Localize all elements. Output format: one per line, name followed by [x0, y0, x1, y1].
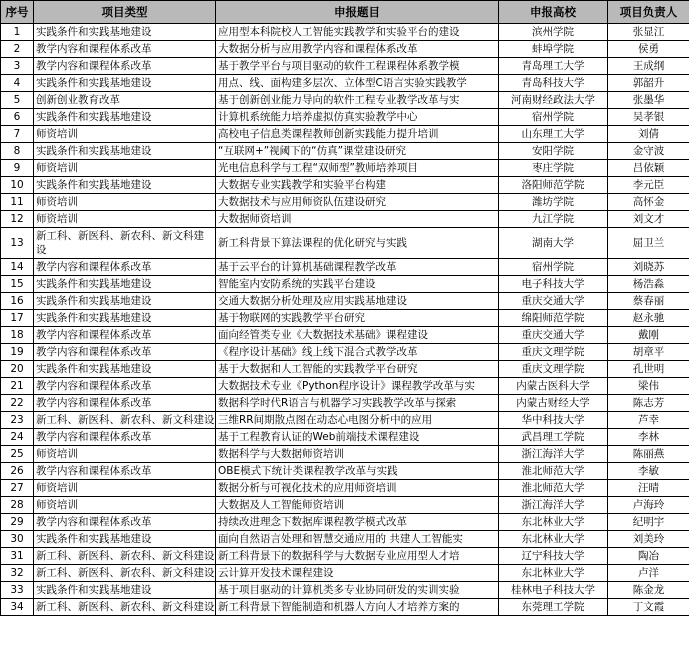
cell-leader[interactable]: 屈卫兰: [608, 228, 689, 259]
cell-leader[interactable]: 刘美玲: [608, 531, 689, 548]
header-no[interactable]: 序号: [1, 1, 34, 24]
table-row: [1, 548, 689, 565]
cell-no[interactable]: 23: [1, 412, 34, 429]
cell-leader[interactable]: 卢海玲: [608, 497, 689, 514]
cell-school[interactable]: 青岛理工大学: [499, 58, 608, 75]
table-row: [1, 194, 689, 211]
cell-no[interactable]: 17: [1, 310, 34, 327]
table-row: [1, 531, 689, 548]
cell-leader[interactable]: 李林: [608, 429, 689, 446]
cell-leader[interactable]: 刘晓苏: [608, 259, 689, 276]
cell-type[interactable]: 师资培训: [34, 160, 216, 177]
cell-leader[interactable]: 李元臣: [608, 177, 689, 194]
cell-school[interactable]: 东莞理工学院: [499, 599, 608, 616]
cell-title[interactable]: 新工科背景下智能制造和机器人方向人才培养方案的: [216, 599, 499, 616]
cell-type[interactable]: 教学内容和课程体系改革: [34, 463, 216, 480]
cell-school[interactable]: 重庆交通大学: [499, 293, 608, 310]
cell-school[interactable]: 辽宁科技大学: [499, 548, 608, 565]
cell-type[interactable]: 新工科、新医科、新农科、新文科建设: [34, 412, 216, 429]
cell-type[interactable]: 师资培训: [34, 446, 216, 463]
cell-school[interactable]: 浙江海洋大学: [499, 446, 608, 463]
cell-leader[interactable]: 戴刚: [608, 327, 689, 344]
cell-type[interactable]: 教学内容和课程体系改革: [34, 58, 216, 75]
table-row: [1, 361, 689, 378]
cell-type[interactable]: 实践条件和实践基地建设: [34, 24, 216, 41]
cell-title[interactable]: 基于教学平台与项目驱动的软件工程课程体系教学模: [216, 58, 499, 75]
table-row: [1, 109, 689, 126]
cell-type[interactable]: 新工科、新医科、新农科、新文科建设: [34, 599, 216, 616]
cell-school[interactable]: 重庆交通大学: [499, 327, 608, 344]
cell-no[interactable]: 12: [1, 211, 34, 228]
cell-no[interactable]: 20: [1, 361, 34, 378]
cell-leader[interactable]: 王成纲: [608, 58, 689, 75]
table-row: [1, 344, 689, 361]
cell-title[interactable]: “互联网+”视阈下的“仿真”课堂建设研究: [216, 143, 499, 160]
table-row: [1, 412, 689, 429]
cell-type[interactable]: 教学内容和课程体系改革: [34, 344, 216, 361]
cell-leader[interactable]: 陈志芳: [608, 395, 689, 412]
cell-type[interactable]: 教学内容和课程体系改革: [34, 395, 216, 412]
cell-school[interactable]: 华中科技大学: [499, 412, 608, 429]
cell-title[interactable]: 数据科学时代R语言与机器学习实践教学改革与探索: [216, 395, 499, 412]
cell-type[interactable]: 师资培训: [34, 194, 216, 211]
cell-title[interactable]: 新工科背景下的数据科学与大数据专业应用型人才培: [216, 548, 499, 565]
cell-title[interactable]: 数据分析与可视化技术的应用师资培训: [216, 480, 499, 497]
cell-title[interactable]: 大数据技术专业《Python程序设计》课程教学改革与实: [216, 378, 499, 395]
cell-no[interactable]: 24: [1, 429, 34, 446]
cell-no[interactable]: 4: [1, 75, 34, 92]
header-title[interactable]: 申报题目: [216, 1, 499, 24]
cell-type[interactable]: 实践条件和实践基地建设: [34, 310, 216, 327]
cell-title[interactable]: 基于创新创业能力导向的软件工程专业教学改革与实: [216, 92, 499, 109]
cell-school[interactable]: 河南财经政法大学: [499, 92, 608, 109]
cell-title[interactable]: 智能室内安防系统的实践平台建设: [216, 276, 499, 293]
table-row: [1, 327, 689, 344]
cell-type[interactable]: 师资培训: [34, 126, 216, 143]
cell-title[interactable]: 持续改进理念下数据库课程教学模式改革: [216, 514, 499, 531]
cell-school[interactable]: 重庆文理学院: [499, 344, 608, 361]
cell-type[interactable]: 教学内容和课程体系改革: [34, 259, 216, 276]
cell-leader[interactable]: 胡章平: [608, 344, 689, 361]
cell-title[interactable]: 三维RR间期散点图在动态心电图分析中的应用: [216, 412, 499, 429]
cell-leader[interactable]: 侯勇: [608, 41, 689, 58]
cell-school[interactable]: 山东理工大学: [499, 126, 608, 143]
cell-no[interactable]: 13: [1, 228, 34, 259]
header-leader[interactable]: 项目负责人: [608, 1, 689, 24]
table-row: [1, 58, 689, 75]
cell-title[interactable]: 大数据及人工智能师资培训: [216, 497, 499, 514]
table-row: [1, 24, 689, 41]
cell-type[interactable]: 实践条件和实践基地建设: [34, 531, 216, 548]
cell-school[interactable]: 内蒙古医科大学: [499, 378, 608, 395]
cell-title[interactable]: 大数据专业实践教学和实验平台构建: [216, 177, 499, 194]
cell-title[interactable]: 大数据师资培训: [216, 211, 499, 228]
cell-no[interactable]: 33: [1, 582, 34, 599]
cell-no[interactable]: 25: [1, 446, 34, 463]
cell-school[interactable]: 滨州学院: [499, 24, 608, 41]
table-row: [1, 497, 689, 514]
cell-no[interactable]: 15: [1, 276, 34, 293]
table-row: [1, 565, 689, 582]
cell-leader[interactable]: 杨浩淼: [608, 276, 689, 293]
cell-leader[interactable]: 吴孝银: [608, 109, 689, 126]
table-row: [1, 228, 689, 259]
cell-no[interactable]: 1: [1, 24, 34, 41]
cell-type[interactable]: 教学内容和课程体系改革: [34, 41, 216, 58]
cell-title[interactable]: 用点、线、面构建多层次、立体型C语言实验实践教学: [216, 75, 499, 92]
cell-no[interactable]: 27: [1, 480, 34, 497]
cell-leader[interactable]: 纪明宇: [608, 514, 689, 531]
cell-title[interactable]: 新工科背景下算法课程的优化研究与实践: [216, 228, 499, 259]
cell-leader[interactable]: 孔世明: [608, 361, 689, 378]
cell-school[interactable]: 电子科技大学: [499, 276, 608, 293]
cell-no[interactable]: 10: [1, 177, 34, 194]
header-type[interactable]: 项目类型: [34, 1, 216, 24]
cell-title[interactable]: 大数据技术与应用师资队伍建设研究: [216, 194, 499, 211]
cell-title[interactable]: 计算机系统能力培养虚拟仿真实验教学中心: [216, 109, 499, 126]
cell-school[interactable]: 洛阳师范学院: [499, 177, 608, 194]
cell-title[interactable]: 面向经管类专业《大数据技术基础》课程建设: [216, 327, 499, 344]
cell-leader[interactable]: 刘文才: [608, 211, 689, 228]
cell-type[interactable]: 实践条件和实践基地建设: [34, 276, 216, 293]
table-row: [1, 582, 689, 599]
cell-type[interactable]: 教学内容和课程体系改革: [34, 514, 216, 531]
cell-leader[interactable]: 张墨华: [608, 92, 689, 109]
header-school[interactable]: 申报高校: [499, 1, 608, 24]
cell-title[interactable]: 面向自然语言处理和智慧交通应用的 共建人工智能实: [216, 531, 499, 548]
cell-school[interactable]: 枣庄学院: [499, 160, 608, 177]
cell-type[interactable]: 师资培训: [34, 497, 216, 514]
cell-no[interactable]: 14: [1, 259, 34, 276]
cell-school[interactable]: 潍坊学院: [499, 194, 608, 211]
cell-no[interactable]: 16: [1, 293, 34, 310]
cell-leader[interactable]: 蔡春丽: [608, 293, 689, 310]
cell-no[interactable]: 34: [1, 599, 34, 616]
table-row: [1, 463, 689, 480]
cell-no[interactable]: 11: [1, 194, 34, 211]
cell-school[interactable]: 宿州学院: [499, 259, 608, 276]
cell-leader[interactable]: 陈丽燕: [608, 446, 689, 463]
cell-school[interactable]: 东北林业大学: [499, 531, 608, 548]
cell-type[interactable]: 教学内容和课程体系改革: [34, 429, 216, 446]
cell-type[interactable]: 实践条件和实践基地建设: [34, 177, 216, 194]
cell-no[interactable]: 3: [1, 58, 34, 75]
table-row: [1, 75, 689, 92]
cell-no[interactable]: 22: [1, 395, 34, 412]
cell-title[interactable]: 交通大数据分析处理及应用实践基地建设: [216, 293, 499, 310]
cell-no[interactable]: 8: [1, 143, 34, 160]
cell-leader[interactable]: 刘倩: [608, 126, 689, 143]
cell-leader[interactable]: 芦幸: [608, 412, 689, 429]
cell-no[interactable]: 30: [1, 531, 34, 548]
cell-title[interactable]: OBE模式下统计类课程教学改革与实践: [216, 463, 499, 480]
cell-school[interactable]: 宿州学院: [499, 109, 608, 126]
cell-type[interactable]: 教学内容和课程体系改革: [34, 378, 216, 395]
cell-title[interactable]: 云计算开发技术课程建设: [216, 565, 499, 582]
cell-no[interactable]: 29: [1, 514, 34, 531]
cell-no[interactable]: 19: [1, 344, 34, 361]
cell-title[interactable]: 基于大数据和人工智能的实践教学平台研究: [216, 361, 499, 378]
cell-school[interactable]: 淮北师范大学: [499, 480, 608, 497]
header-row: [1, 1, 689, 24]
cell-no[interactable]: 21: [1, 378, 34, 395]
cell-type[interactable]: 实践条件和实践基地建设: [34, 75, 216, 92]
cell-type[interactable]: 新工科、新医科、新农科、新文科建设: [34, 565, 216, 582]
cell-type[interactable]: 新工科、新医科、新农科、新文科建设: [34, 228, 216, 259]
cell-no[interactable]: 7: [1, 126, 34, 143]
cell-no[interactable]: 5: [1, 92, 34, 109]
cell-leader[interactable]: 金守波: [608, 143, 689, 160]
table-row: [1, 378, 689, 395]
cell-school[interactable]: 桂林电子科技大学: [499, 582, 608, 599]
cell-school[interactable]: 内蒙古财经大学: [499, 395, 608, 412]
table-row: [1, 429, 689, 446]
cell-type[interactable]: 师资培训: [34, 211, 216, 228]
cell-leader[interactable]: 陈金龙: [608, 582, 689, 599]
cell-no[interactable]: 2: [1, 41, 34, 58]
cell-type[interactable]: 实践条件和实践基地建设: [34, 361, 216, 378]
table-row: [1, 446, 689, 463]
cell-leader[interactable]: 梁伟: [608, 378, 689, 395]
cell-leader[interactable]: 汪晴: [608, 480, 689, 497]
table-row: [1, 143, 689, 160]
cell-title[interactable]: 基于云平台的计算机基础课程教学改革: [216, 259, 499, 276]
table-row: [1, 310, 689, 327]
table-header: [1, 1, 689, 24]
table-body: [1, 24, 689, 616]
table-row: [1, 126, 689, 143]
cell-school[interactable]: 武昌理工学院: [499, 429, 608, 446]
cell-school[interactable]: 绵阳师范学院: [499, 310, 608, 327]
cell-type[interactable]: 师资培训: [34, 480, 216, 497]
table-row: [1, 514, 689, 531]
cell-school[interactable]: 东北林业大学: [499, 565, 608, 582]
table-row: [1, 259, 689, 276]
cell-type[interactable]: 新工科、新医科、新农科、新文科建设: [34, 548, 216, 565]
cell-title[interactable]: 《程序设计基础》线上线下混合式教学改革: [216, 344, 499, 361]
cell-leader[interactable]: 吕依颖: [608, 160, 689, 177]
cell-leader[interactable]: 郭韶升: [608, 75, 689, 92]
table-row: [1, 395, 689, 412]
cell-no[interactable]: 6: [1, 109, 34, 126]
table-row: [1, 211, 689, 228]
cell-leader[interactable]: 赵永驰: [608, 310, 689, 327]
cell-leader[interactable]: 高怀金: [608, 194, 689, 211]
table-row: [1, 276, 689, 293]
table-row: [1, 177, 689, 194]
cell-no[interactable]: 18: [1, 327, 34, 344]
cell-school[interactable]: 湖南大学: [499, 228, 608, 259]
cell-title[interactable]: 基于项目驱动的计算机类多专业协同研发的实训实验: [216, 582, 499, 599]
cell-school[interactable]: 蚌埠学院: [499, 41, 608, 58]
cell-school[interactable]: 九江学院: [499, 211, 608, 228]
table-row: [1, 92, 689, 109]
cell-no[interactable]: 31: [1, 548, 34, 565]
cell-type[interactable]: 实践条件和实践基地建设: [34, 143, 216, 160]
cell-no[interactable]: 9: [1, 160, 34, 177]
table-row: [1, 480, 689, 497]
cell-title[interactable]: 高校电子信息类课程教师创新实践能力提升培训: [216, 126, 499, 143]
table-row: [1, 599, 689, 616]
cell-school[interactable]: 安阳学院: [499, 143, 608, 160]
cell-leader[interactable]: 陶冶: [608, 548, 689, 565]
cell-leader[interactable]: 丁文霞: [608, 599, 689, 616]
cell-type[interactable]: 创新创业教育改革: [34, 92, 216, 109]
cell-title[interactable]: 应用型本科院校人工智能实践教学和实验平台的建设: [216, 24, 499, 41]
cell-title[interactable]: 大数据分析与应用教学内容和课程体系改革: [216, 41, 499, 58]
cell-leader[interactable]: 卢洋: [608, 565, 689, 582]
cell-title[interactable]: 数据科学与大数据师资培训: [216, 446, 499, 463]
cell-title[interactable]: 基于工程教育认证的Web前端技术课程建设: [216, 429, 499, 446]
table-row: [1, 293, 689, 310]
cell-type[interactable]: 教学内容和课程体系改革: [34, 327, 216, 344]
cell-school[interactable]: 东北林业大学: [499, 514, 608, 531]
cell-type[interactable]: 实践条件和实践基地建设: [34, 582, 216, 599]
table-row: [1, 160, 689, 177]
table-row: [1, 41, 689, 58]
cell-school[interactable]: 淮北师范大学: [499, 463, 608, 480]
cell-school[interactable]: 重庆文理学院: [499, 361, 608, 378]
cell-type[interactable]: 实践条件和实践基地建设: [34, 293, 216, 310]
cell-type[interactable]: 实践条件和实践基地建设: [34, 109, 216, 126]
cell-school[interactable]: 浙江海洋大学: [499, 497, 608, 514]
cell-no[interactable]: 26: [1, 463, 34, 480]
cell-leader[interactable]: 张显江: [608, 24, 689, 41]
cell-no[interactable]: 32: [1, 565, 34, 582]
cell-school[interactable]: 青岛科技大学: [499, 75, 608, 92]
cell-leader[interactable]: 李敏: [608, 463, 689, 480]
cell-title[interactable]: 光电信息科学与工程“双师型”教师培养项目: [216, 160, 499, 177]
cell-title[interactable]: 基于物联网的实践教学平台研究: [216, 310, 499, 327]
cell-no[interactable]: 28: [1, 497, 34, 514]
